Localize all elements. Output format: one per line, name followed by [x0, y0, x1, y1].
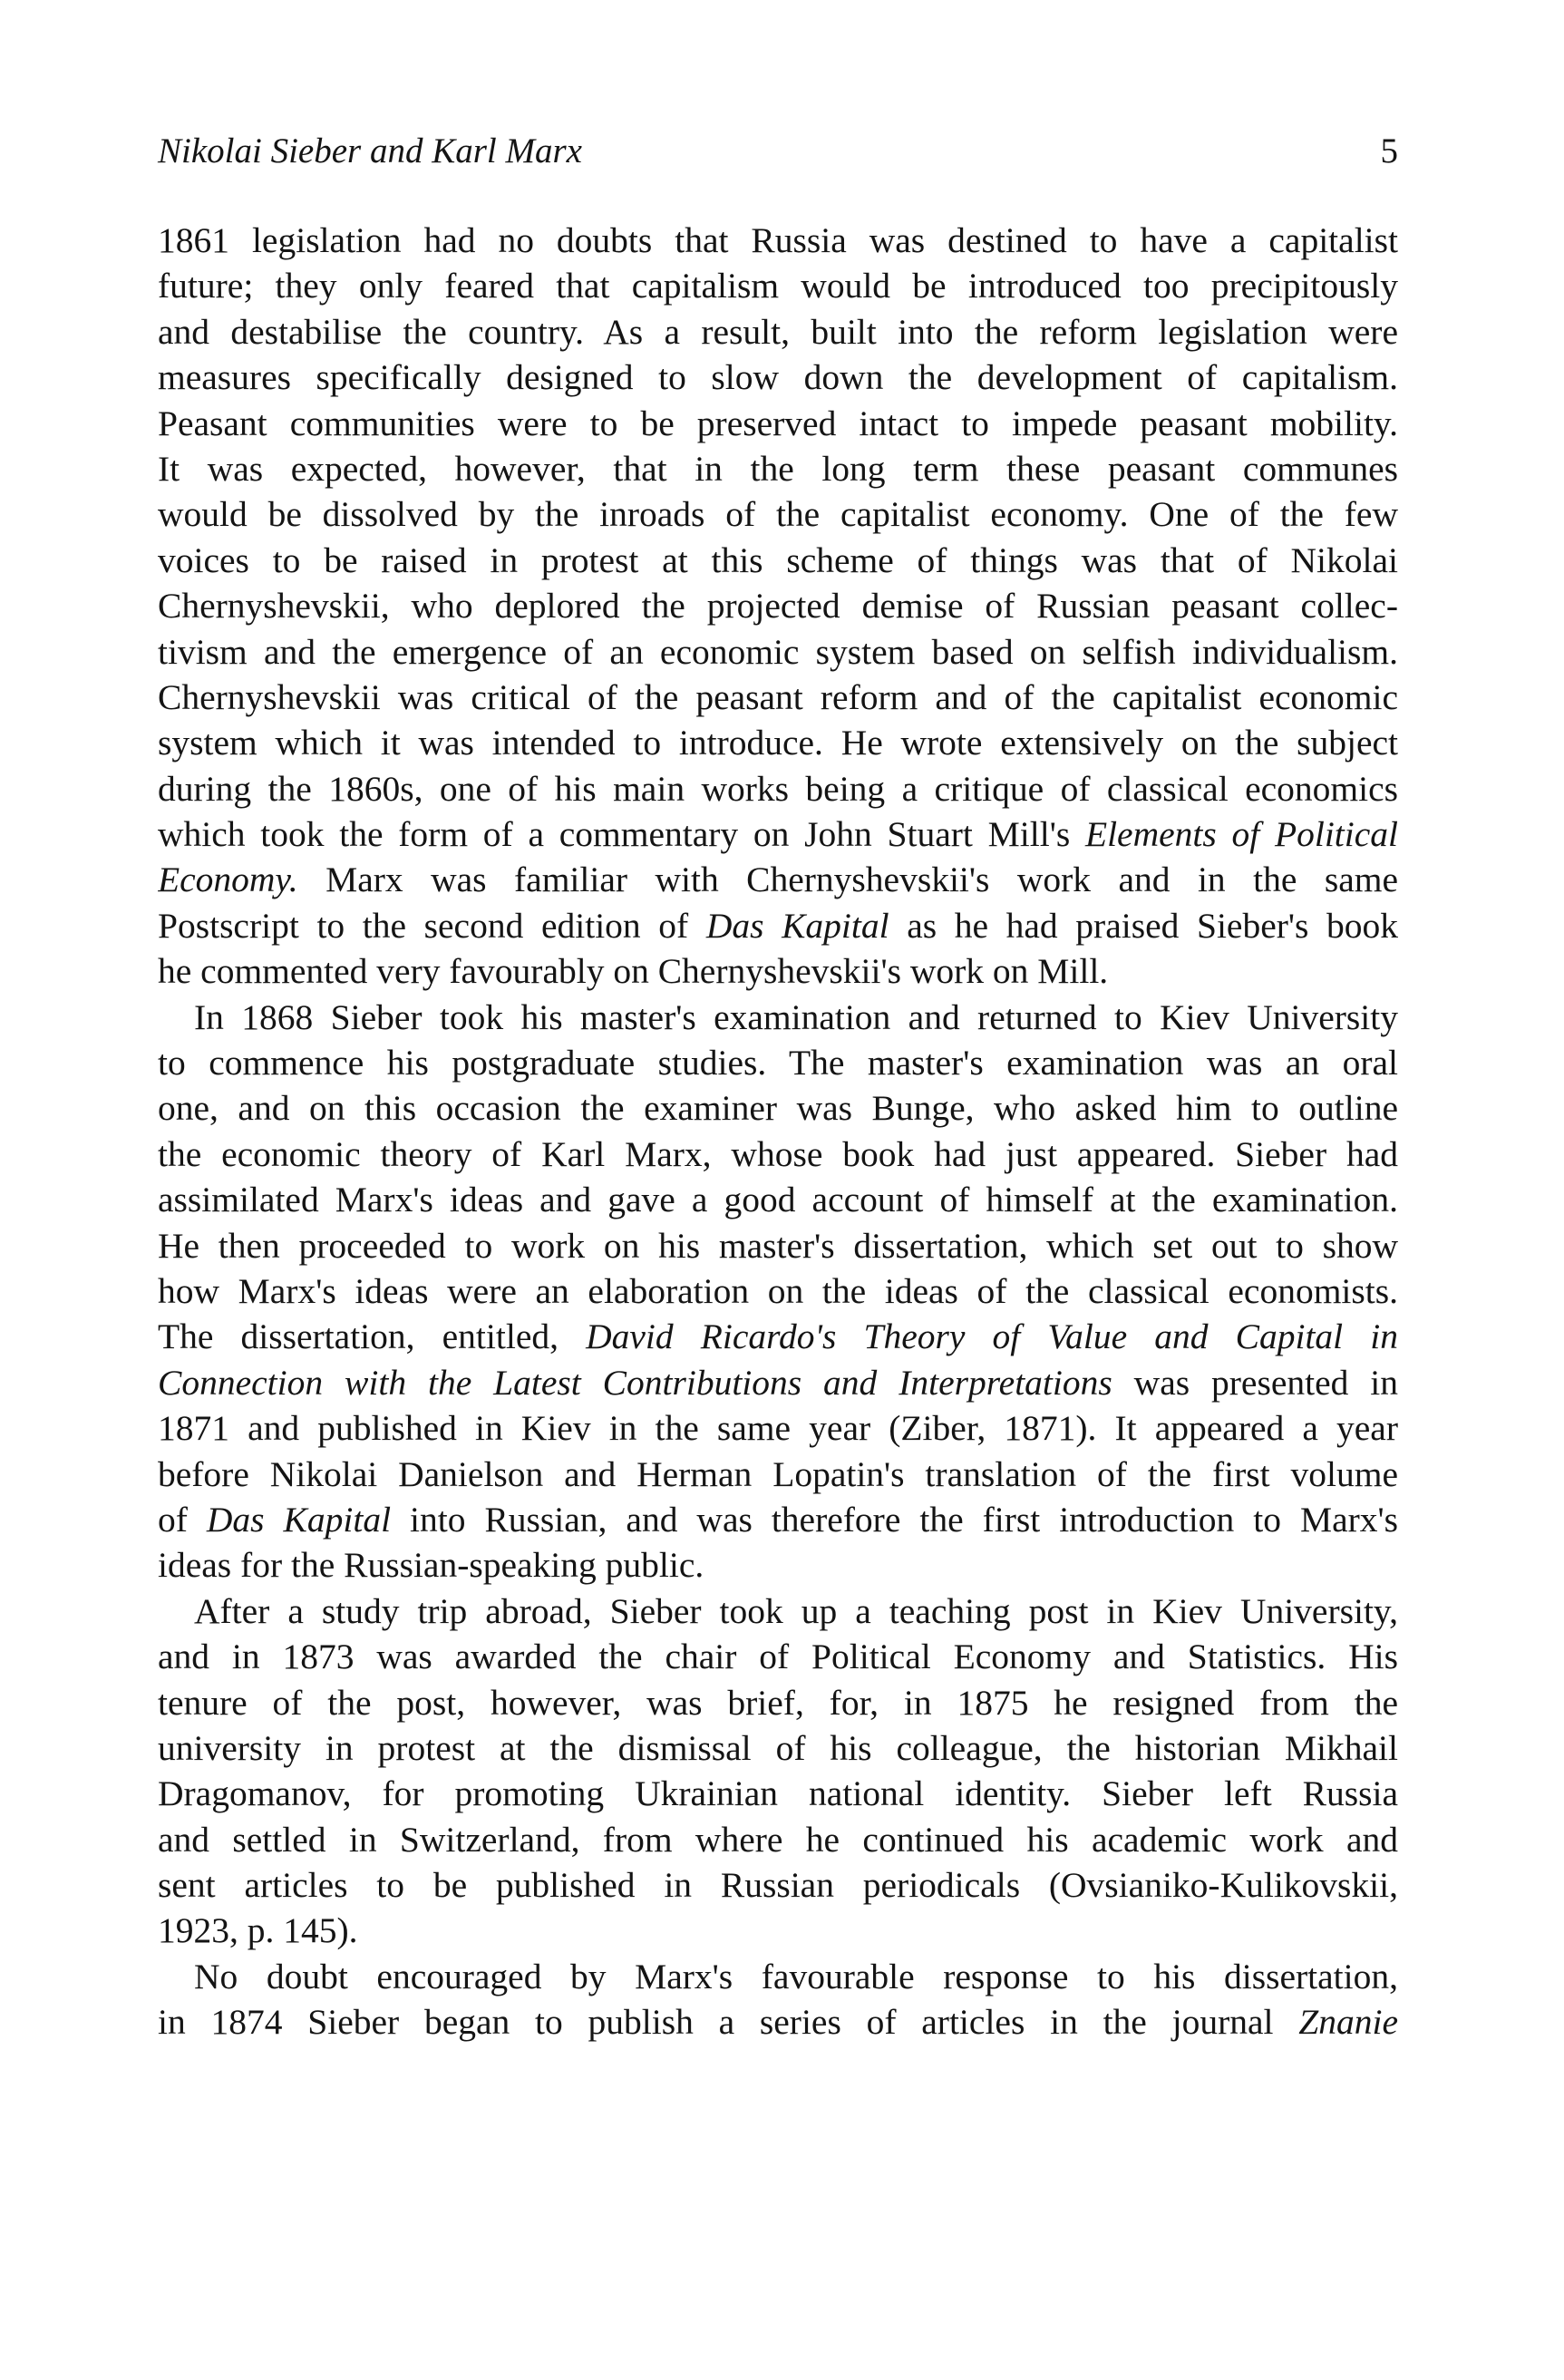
- text-segment: system which it was intended to introduce. He wrote extensively on the subject: [158, 723, 1398, 763]
- text-segment: was presented in: [1112, 1362, 1398, 1403]
- text-segment: 1923, p. 145).: [158, 1910, 358, 1951]
- text-segment: In 1868 Sieber took his master's examination and returned to Kiev University: [194, 996, 1398, 1037]
- text-segment: Postscript to the second edition of: [158, 905, 706, 946]
- text-line: [158, 1360, 1398, 1405]
- text-line: [158, 1085, 1398, 1131]
- italic-text: David Ricardo's Theory of Value and Capital in: [586, 1316, 1398, 1357]
- text-line: [158, 1634, 1398, 1679]
- text-line: [158, 1680, 1398, 1725]
- text-line: [158, 1725, 1398, 1771]
- text-segment: and in 1873 was awarded the chair of Political Economy and Statistics. His: [158, 1637, 1398, 1677]
- text-segment: tivism and the emergence of an economic system based on selfish individualism.: [158, 631, 1398, 672]
- text-line: [158, 1405, 1398, 1451]
- text-line: [158, 720, 1398, 765]
- text-line: [158, 1954, 1398, 1999]
- text-segment: and settled in Switzerland, from where he continued his academic work and: [158, 1819, 1398, 1860]
- text-segment: Chernyshevskii, who deplored the projected demise of Russian peasant collec-: [158, 586, 1398, 627]
- text-line: [158, 1999, 1398, 2045]
- italic-text: Das Kapital: [206, 1499, 392, 1540]
- text-segment: Chernyshevskii was critical of the peasant reform and of the capitalist economic: [158, 676, 1398, 717]
- text-line: [158, 1314, 1398, 1359]
- text-segment: which took the form of a commentary on John Stuart Mill's: [158, 814, 1085, 855]
- text-line: [158, 629, 1398, 675]
- text-segment: would be dissolved by the inroads of the capitalist economy. One of the few: [158, 494, 1398, 535]
- text-line: [158, 1177, 1398, 1222]
- text-segment: in 1874 Sieber began to publish a series of articles in the journal: [158, 2002, 1299, 2043]
- italic-text: Connection with the Latest Contributions and Interpretations: [158, 1362, 1112, 1403]
- text-segment: sent articles to be published in Russian periodicals (Ovsianiko-Kulikovskii,: [158, 1865, 1398, 1906]
- text-line: [158, 1268, 1398, 1314]
- text-segment: 1871 and published in Kiev in the same year (Ziber, 1871). It appeared a year: [158, 1408, 1398, 1449]
- text-segment: he commented very favourably on Chernyshevskii's work on Mill.: [158, 951, 1109, 992]
- text-line: [158, 766, 1398, 811]
- text-line: [158, 491, 1398, 537]
- text-segment: assimilated Marx's ideas and gave a good account of himself at the examination.: [158, 1180, 1398, 1220]
- text-segment: It was expected, however, that in the long term these peasant communes: [158, 448, 1398, 489]
- text-segment: Marx was familiar with Chernyshevskii's work and in the same: [297, 860, 1398, 900]
- text-line: [158, 309, 1398, 355]
- text-segment: one, and on this occasion the examiner was Bunge, who asked him to outline: [158, 1088, 1398, 1129]
- text-line: [158, 903, 1398, 948]
- page-number: 5: [1380, 131, 1398, 170]
- text-segment: and destabilise the country. As a result, built into the reform legislation were: [158, 311, 1398, 352]
- italic-text: Znanie: [1298, 2002, 1398, 2043]
- text-line: [158, 811, 1398, 857]
- running-head: [158, 129, 1398, 174]
- text-line: [158, 355, 1398, 400]
- text-line: [158, 1497, 1398, 1542]
- text-segment: to commence his postgraduate studies. The master's examination was an oral: [158, 1043, 1398, 1083]
- text-line: [158, 1132, 1398, 1177]
- text-line: [158, 1817, 1398, 1862]
- text-segment: into Russian, and was therefore the first introduction to Marx's: [391, 1499, 1398, 1540]
- text-line: [158, 1452, 1398, 1497]
- text-segment: The dissertation, entitled,: [158, 1316, 587, 1357]
- text-segment: as he had praised Sieber's book: [889, 905, 1398, 946]
- text-line: [158, 857, 1398, 902]
- text-segment: future; they only feared that capitalism would be introduced too precipitously: [158, 266, 1398, 306]
- text-segment: the economic theory of Karl Marx, whose book had just appeared. Sieber had: [158, 1133, 1398, 1174]
- text-line: [158, 538, 1398, 583]
- text-line: [158, 1040, 1398, 1085]
- text-segment: how Marx's ideas were an elaboration on the ideas of the classical economists.: [158, 1270, 1398, 1311]
- text-segment: Peasant communities were to be preserved intact to impede peasant mobility.: [158, 403, 1398, 443]
- text-line: [158, 1771, 1398, 1816]
- text-segment: of: [158, 1499, 207, 1540]
- italic-text: Economy.: [158, 860, 298, 900]
- text-segment: After a study trip abroad, Sieber took up a teaching post in Kiev University,: [194, 1590, 1398, 1631]
- text-line: [158, 675, 1398, 720]
- text-segment: tenure of the post, however, was brief, for, in 1875 he resigned from the: [158, 1682, 1398, 1723]
- text-line: [158, 948, 1398, 994]
- text-line: [158, 218, 1398, 263]
- text-segment: during the 1860s, one of his main works being a critique of classical economics: [158, 768, 1398, 809]
- text-line: [158, 1862, 1398, 1908]
- italic-text: Elements of Political: [1084, 814, 1398, 855]
- text-segment: ideas for the Russian-speaking public.: [158, 1545, 704, 1586]
- text-line: [158, 583, 1398, 628]
- text-segment: 1861 legislation had no doubts that Russia was destined to have a capitalist: [158, 220, 1398, 260]
- text-line: [158, 1588, 1398, 1634]
- text-segment: Dragomanov, for promoting Ukrainian national identity. Sieber left Russia: [158, 1773, 1398, 1814]
- text-segment: No doubt encouraged by Marx's favourable response to his dissertation,: [194, 1956, 1398, 1996]
- text-line: [158, 1223, 1398, 1268]
- text-line: [158, 995, 1398, 1040]
- text-line: [158, 446, 1398, 491]
- text-line: [158, 401, 1398, 446]
- text-segment: He then proceeded to work on his master's dissertation, which set out to show: [158, 1225, 1398, 1266]
- text-line: [158, 263, 1398, 308]
- italic-text: Das Kapital: [705, 905, 889, 946]
- text-segment: measures specifically designed to slow down the development of capitalism.: [158, 357, 1398, 398]
- running-title: Nikolai Sieber and Karl Marx: [158, 131, 582, 170]
- body-text: [158, 218, 1398, 2045]
- text-line: [158, 1908, 1398, 1953]
- text-segment: university in protest at the dismissal of his colleague, the historian Mikhail: [158, 1727, 1398, 1768]
- text-segment: before Nikolai Danielson and Herman Lopatin's translation of the first volume: [158, 1453, 1398, 1494]
- text-line: [158, 1542, 1398, 1588]
- text-segment: voices to be raised in protest at this scheme of things was that of Nikolai: [158, 539, 1398, 580]
